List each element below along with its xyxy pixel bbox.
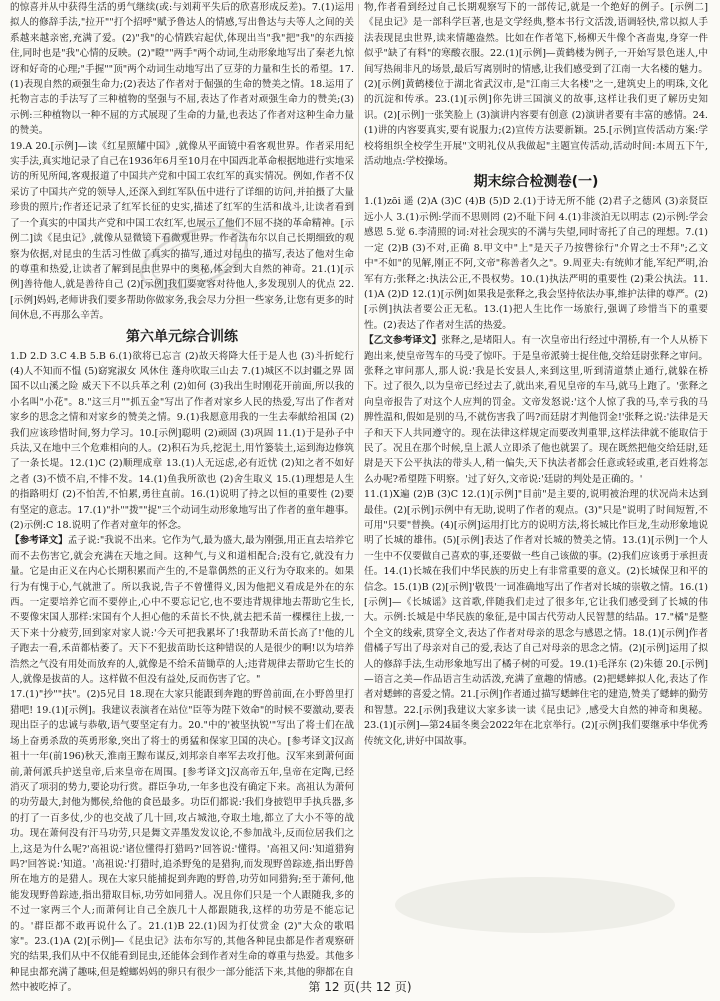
- right-column: [364, 0, 708, 960]
- ref-translation-text-b: 张释之,是堵阳人。有一次皇帝出行经过中渭桥,有一个人从桥下跑出来,使皇帝驾车的马受了惊吓。于是皇帝派骑士捉住他,交给廷尉张释之审问。张释之审问那人,那人说:'我是长安县人,来到这里,听到清道禁止通行,就躲在桥下。过了很久,以为皇帝已经过去了,就出来,看见皇帝的车马,就马上跑了。'张释之向皇帝报告了对这个人应判的罚金。文帝发怒说:'这个人惊了我的马,幸亏我的马脾性温和,假如是别的马,不就伤害我了吗?而廷尉才判他罚金!'张释之说:'法律是天子和天下人共同遵守的。现在法律这样规定而要改判重罪,这样法律就不能取信于民了。况且在那个时候,皇上派人立即杀了他也就罢了。现在既然把他交给廷尉,廷尉是天下公平执法的带头人,稍一偏失,天下执法者都会任意或轻或重,老百姓将怎么办呢?希望陛下明察。'过了好久,文帝说:'廷尉的判处是正确的。': [364, 335, 708, 485]
- section-title-unit6: 第六单元综合训练: [126, 328, 238, 345]
- right-paragraph-2: 1.(1)zōi 遥 (2)A (3)C (4)B (5)D 2.(1)于诗无所不能 (2)君子之德风 (3)亲贤臣远小人 3.(1)示例:学而不思则罔 (2)不耻下问 4.(1)非淡泊无以明志 (2)示例:学会感恩 5.觉 6.李清照的词:对社会现实的不满与失望,同时寄托了自己的理想。7.(1)一定 (2)B (3)不对,正确 8.甲文中"上"是天子乃按辔徐行"介胃之士不拜";乙文中"不如"的见解,刚正不阿,文帝"称善者久之"。9.周亚夫:有统帅才能,军纪严明,治军有方;张释之:执法公正,不畏权势。10.(1)执法严明的重要性 (2)秉公执法。11.(1)A (2)D 12.(1)[示例]如果我是张释之,我会坚持依法办事,维护法律的尊严。(2)[示例]执法者要公正无私。13.(1)把人生比作一场旅行,强调了珍惜当下的重要性。(2)表达了作者对生活的热爱。: [364, 196, 708, 331]
- left-paragraph-2: 19.A 20.[示例]—读《红星照耀中国》,就像从平面镜中看客观世界。作者采用纪实手法,真实地记录了自己在1936年6月至10月在中国西北革命根据地进行实地采访的所见所闻,客观报道了中国共产党和中国工农红军的真实情况。例如,作者不仅采访了中国共产党的领导人,还深入到红军队伍中进行了详细的访问,并拍摄了大量珍贵的照片;作者还记录了红军长征的史实,描述了红军的生活和战斗,让读者看到了一个真实的中国共产党和中国工农红军,也展示了他们不屈不挠的革命精神。[示例二]读《昆虫记》,就像从显微镜下看微观世界。作者法布尔以自己长期细致的观察为依据,对昆虫的生活习性做了真实的描写,通过对昆虫的描写,表达了他对生命的尊重和热爱,让读者了解到昆虫世界中的奥秘,体会到大自然的神奇。21.(1)[示例]善待他人,就是善待自己 (2)[示例]我们要宽容对待他人,多发现别人的优点 22.[示例]妈妈,老师讲我们要多帮助你做家务,我会尽力分担一些家务,让您有更多的时间休息,不再那么辛苦。: [10, 140, 354, 322]
- page-footer: 第 12 页(共 12 页): [308, 980, 412, 994]
- watermark-smudge-icon: [385, 870, 685, 940]
- ref-translation-text: 孟子说:"我说不出来。它作为气,最为盛大,最为刚强,用正直去培养它而不去伤害它,就会充满在天地之间。这种气,与义和道相配合;没有它,就没有力量。它是由正义在内心长期积累而产生的,不是靠偶然的正义行为夺取来的。如果行为有愧于心,气就泄了。所以我说,告子不曾懂得义,因为他把义看成是外在的东西。一定要培养它而不要停止,心中不要忘记它,也不要违背规律地去帮助它生长,不要像宋国人那样:宋国有个人担心他的禾苗长不快,就去把禾苗一棵棵往上拔,一天下来十分疲劳,回到家对家人说:'今天可把我累坏了!我帮助禾苗长高了!'他的儿子跑去一看,禾苗都枯萎了。天下不犯拔苗助长这种错误的人是很少的啊!以为培养浩然之气没有用处而放弃的人,就像是不给禾苗锄草的人;违背规律去帮助它生长的人,就像是拔苗的人。这样做不但没有益处,反而伤害了它。": [10, 535, 355, 686]
- right-paragraph-4: 11.(1)X遍 (2)B (3)C 12.(1)[示例]"目前"是主要的,说明被治理的状况尚未达到最佳。(2)[示例]示例中有无助,说明了作者的观点。(3)"只是"说明了时间短暂,不可用"只要"替换。(4)[示例]运用打比方的说明方法,将长城比作巨龙,生动形象地说明了长城的雄伟。(5)[示例]表达了作者对长城的赞美之情。13.(1)[示例]一个人一生中不仅要做自己喜欢的事,还要做一些自己该做的事。(2)我们应该勇于承担责任。14.(1)长城在我们中华民族的历史上有非常重要的意义。(2)长城保卫和平的信念。15.(1)B (2)[示例]'敬畏'一词准确地写出了作者对长城的崇敬之情。16.(1)[示例]—《长城谣》这首歌,伴随我们走过了很多年,它让我们感受到了长城的伟大。示例:长城是中华民族的象征,是中国古代劳动人民智慧的结晶。17."橘"是整个全文的线索,贯穿全文,表达了作者对母亲的思念与感恩之情。18.(1)[示例]作者借橘子写出了母亲对自己的爱,表达了自己对母亲的思念之情。(2)[示例]运用了拟人的修辞手法,生动形象地写出了橘子树的可爱。19.(1)毛泽东 (2)朱德 20.[示例]—语言之美—作品语言生动活泼,充满了童趣的情感。(2)把蟋蟀拟人化,表达了作者对蟋蟀的喜爱之情。21.[示例]作者通过描写蟋蟀住宅的建造,赞美了蟋蟀的勤劳和智慧。22.[示例]我建议大家多读一读《昆虫记》,感受大自然的神奇和奥秘。23.(1)[示例]—第24届冬奥会2022年在北京举行。(2)[示例]我们要继承中华优秀传统文化,讲好中国故事。: [364, 489, 708, 747]
- ref-translation-label-b: 【乙文参考译文】: [364, 335, 442, 347]
- column-divider: [358, 4, 359, 959]
- left-paragraph-5: 17.(1)"抄""扶"。(2)5兄目 18.现在大家只能跟到奔跑的野兽前面,在小野兽里打猎吧! 19.(1)[示例]。我建议表演者在站位"臣等为陛下效命"的时候不要激动,要表现出臣子的忠诚与恭敬,语气要坚定有力。20."中的'被坚执锐'"写出了将士们在战场上奋勇杀敌的英勇形象,突出了将士的勇猛和保家卫国的决心。[参考译文]汉高祖十一年(前196)秋天,淮南王黥布谋反,刘邦亲自率军去攻打他。汉军来到萧何面前,萧何派兵护送皇帝,后来皇帝在周围。[参考译文]汉高帝五年,皇帝在定陶,已经消灭了项羽的势力,要论功行赏。群臣争功,一年多也没有确定下来。高祖认为萧何的功劳最大,封他为酂侯,给他的食邑最多。功臣们都说:'我们身披铠甲手执兵器,多的打了一百多仗,少的也交战了几十回,攻占城池,夺取土地,都立了大小不等的战功。现在萧何没有汗马功劳,只是舞文弄墨发发议论,不参加战斗,反而位居我们之上,这是为什么呢?'高祖说:'诸位懂得打猎吗?'回答说:'懂得。'高祖又问:'知道猎狗吗?'回答说:'知道。'高祖说:'打猎时,追杀野兔的是猎狗,而发现野兽踪迹,指出野兽所在地方的是猎人。现在大家只能捕捉到奔跑的野兽,功劳如同猎狗;至于萧何,他能发现野兽踪迹,指出猎取目标,功劳如同猎人。况且你们只是一个人跟随我,多的不过一家两三个人;而萧何让自己全族几十人都跟随我,这样的功劳是不能忘记的。'群臣都不敢再说什么了。21.(1)B 22.(1)因为打仗赏金 (2)"大众的歌唱家"。23.(1)A (2)[示例]—《昆虫记》法布尔写的,其他各种昆虫都是作者观察研究的结果,我们从中不仅能看到昆虫,还能体会到作者对生命的尊重与热爱。其他多种昆虫都充满了趣味,但是螳螂妈妈的卵只有很少一部分能活下来,其他的卵都在自然中被吃掉了。: [10, 689, 354, 994]
- section-title-final-exam: 期末综合检测卷(一): [473, 174, 599, 191]
- ref-translation-label: 【参考译文】: [10, 535, 68, 547]
- left-paragraph-4: [10, 533, 354, 687]
- left-paragraph-3: 1.D 2.D 3.C 4.B 5.B 6.(1)欲将已忘言 (2)故天将降大任于是人也 (3)斗折蛇行 (4)人不知而不愠 (5)窈窕淑女 风休住 蓬舟吹取三山去 7.(1)城区不以封疆之界 固国不以山溪之险 威天下不以兵革之利 (2)如何 (3)我出生时刚花开前面,所以我的小名叫"小花"。8."这三月""抓五金"写出了作者对家乡人民的热爱,写出了作者对家乡的思念之情和对家乡的赞美之情。9.(1)我愿意用我的一生去奉献给祖国 (2)我们应该珍惜时间,努力学习。10.[示例]聪明 (2)顽固 (3)巩固 11.(1)于是孙子中兵法,又在地中三个危难相向的人。(2)积石为兵,挖泥土,用竹篓装土,运到海边修筑了一条长堤。12.(1)C (2)顺理成章 13.(1)人无远虑,必有近忧 (2)知之者不如好之者 (3)不愤不启,不悱不发。14.(1)鱼我所欲也 (2)舍生取义 15.(1)理想是人生的指路明灯 (2)不怕苦,不怕累,勇往直前。16.(1)说明了持之以恒的重要性 (2)要有坚定的意志。17.(1)"扑""拨""捉"三个动词生动形象地写出了作者的童年趣事。(2)示例:C 18.说明了作者对童年的怀念。: [10, 350, 354, 531]
- right-paragraph-3: [364, 333, 708, 487]
- left-paragraph-1: 的惊喜并从中获得生活的勇气继续(或:与刘莉平失后的欣喜形成反差)。7.(1)运用拟人的修辞手法,"拉开""打个招呼"赋予鲁达人的情感,写出鲁达与夫等人之间的关系越来越亲密,充满了爱。(2)"我"的心情跌宕起伏,体现出当"我"把"我"的东西接住,同时也是"我"心情的反映。(2)"瞪""两手"两个动词,生动形象地写出了秦老九惊讶和好奇的心理;"手握""顶"两个动词生动地写出了豆芽的力量和生长的希望。17.(1)表现自然的顽强生命力;(2)表达了作者对于倔强的生命的赞美之情。18.运用了托物言志的手法写了三种植物的坚强与不屈,表达了作者对顽强生命力的赞美;(3)示例:三种植物以一种不屈的方式展现了生命的力量,也表达了作者对这种生命力量的赞美。: [10, 2, 354, 137]
- right-paragraph-1: 物,作者看到经过自己长期观察写下的一部传记,就是一个绝好的例子。[示例二]《昆虫记》是一部科学巨著,也是文学经典,整本书行文活泼,语调轻快,常以拟人手法表现昆虫世界,读来情趣盎然。比如在作者笔下,杨柳天牛像个吝啬鬼,身穿一件似乎"缺了有料"的寒酸衣服。22.(1)[示例]—黄鹤楼为例子,一开始写景色迷人,中间写热闹非凡的场景,最后写离别时的情感,让我们感受到了江南一大名楼的魅力。(2)[示例]黄鹤楼位于湖北省武汉市,是"江南三大名楼"之一,建筑史上的明珠,文化的沉淀和传承。23.(1)[示例]你先讲三国演义的故事,这样让我们更了解历史知识。(2)[示例]一张笑脸上 (3)演讲内容要有创意 (2)演讲者要有丰富的感情。24.(1)讲的内容要真实,要有说服力;(2)宣传方法要新颖。25.[示例]宣传活动方案:学校将组织全校学生开展"文明礼仪从我做起"主题宣传活动,活动时间:本周五下午,活动地点:学校操场。: [364, 2, 708, 168]
- left-column: [10, 0, 355, 994]
